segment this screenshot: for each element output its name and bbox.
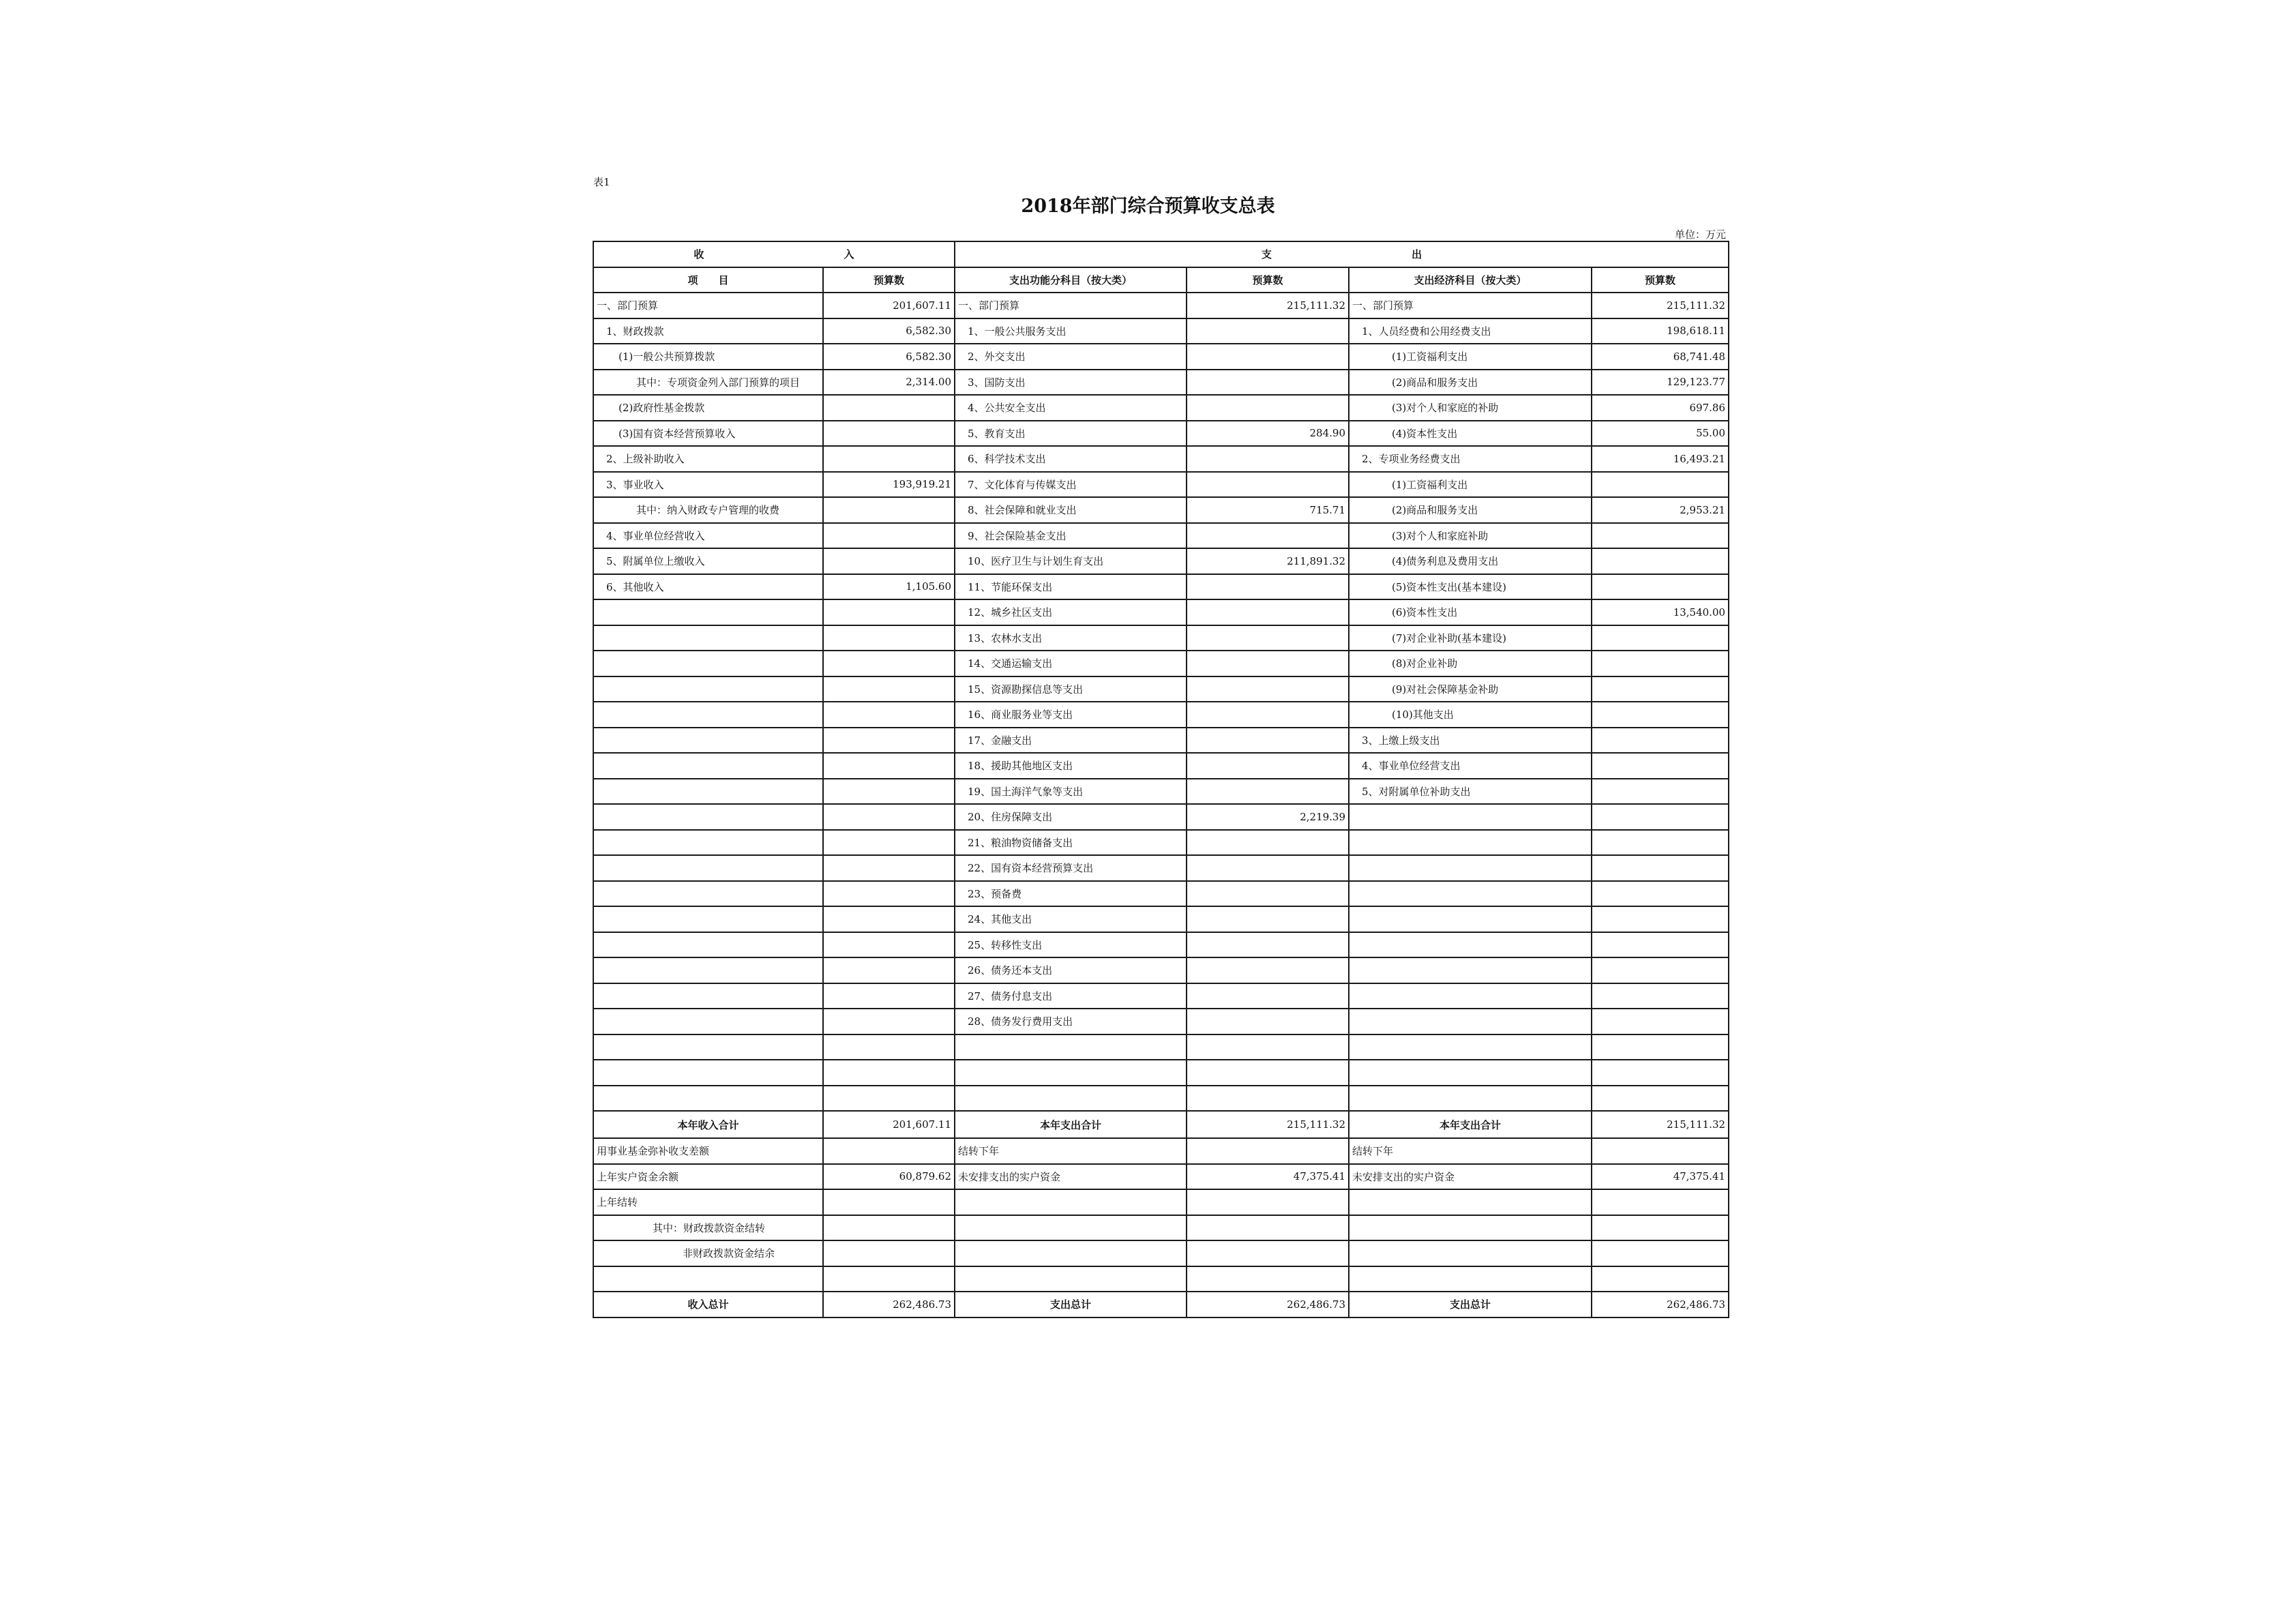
func-item-cell: 27、债务付息支出 (955, 983, 1187, 1009)
func-amount-cell (1187, 1060, 1349, 1086)
econ-item-cell: (9)对社会保障基金补助 (1349, 676, 1592, 702)
func-amount-cell (1187, 983, 1349, 1009)
econ-item-cell (1349, 932, 1592, 958)
income-amount-cell (823, 1060, 955, 1086)
func-amount-cell (1187, 1240, 1349, 1266)
income-item-cell: 本年收入合计 (593, 1111, 823, 1138)
econ-amount-cell: 13,540.00 (1592, 599, 1729, 625)
income-item-cell (593, 1266, 823, 1292)
income-item-cell: 2、上级补助收入 (593, 446, 823, 472)
income-item-cell: 3、事业收入 (593, 472, 823, 498)
income-item-cell: 一、部门预算 (593, 293, 823, 318)
econ-item-cell: (2)商品和服务支出 (1349, 497, 1592, 523)
column-header-row (593, 267, 1729, 293)
econ-item-cell (1349, 855, 1592, 881)
func-item-cell: 24、其他支出 (955, 906, 1187, 932)
econ-amount-cell (1592, 1215, 1729, 1241)
income-amount-cell: 201,607.11 (823, 1111, 955, 1138)
func-amount-cell (1187, 1215, 1349, 1241)
table-row (593, 1034, 1729, 1060)
table-row (593, 625, 1729, 651)
func-item-cell: 18、援助其他地区支出 (955, 753, 1187, 779)
page-title: 2018年部门综合预算收支总表 (1021, 196, 1275, 217)
income-item-cell: 1、财政拨款 (593, 318, 823, 344)
func-amount-cell (1187, 651, 1349, 676)
income-item-cell: 6、其他收入 (593, 574, 823, 600)
econ-amount-cell: 697.86 (1592, 395, 1729, 421)
income-amount-cell (823, 676, 955, 702)
income-amount-cell (823, 906, 955, 932)
func-amount-cell (1187, 957, 1349, 983)
income-amount-cell (823, 779, 955, 805)
econ-item-cell: 本年支出合计 (1349, 1111, 1592, 1138)
table-row (593, 728, 1729, 754)
func-amount-cell (1187, 728, 1349, 754)
table-body (593, 293, 1729, 1317)
income-amount-cell (823, 702, 955, 728)
econ-item-cell (1349, 1266, 1592, 1292)
income-item-cell: 4、事业单位经营收入 (593, 523, 823, 549)
income-amount-cell (823, 1138, 955, 1164)
income-amount-cell (823, 421, 955, 447)
table-row (593, 906, 1729, 932)
expense-section-char-1: 支 (1261, 248, 1272, 261)
func-item-cell: 10、医疗卫生与计划生育支出 (955, 548, 1187, 574)
table-row (593, 804, 1729, 830)
econ-amount-cell (1592, 1189, 1729, 1215)
econ-item-cell: (5)资本性支出(基本建设) (1349, 574, 1592, 600)
income-item-cell (593, 1060, 823, 1086)
func-item-cell: 28、债务发行费用支出 (955, 1009, 1187, 1034)
table-row (593, 1060, 1729, 1086)
func-amount-cell (1187, 1189, 1349, 1215)
income-item-cell (593, 906, 823, 932)
income-item-cell (593, 728, 823, 754)
table-row (593, 523, 1729, 549)
econ-item-cell (1349, 1215, 1592, 1241)
func-amount-cell (1187, 318, 1349, 344)
table-row (593, 702, 1729, 728)
func-amount-cell: 215,111.32 (1187, 293, 1349, 318)
col-header-income-item: 项 目 (593, 267, 823, 293)
func-item-cell: 本年支出合计 (955, 1111, 1187, 1138)
income-amount-cell (823, 753, 955, 779)
econ-amount-cell (1592, 804, 1729, 830)
func-amount-cell (1187, 1034, 1349, 1060)
income-item-cell (593, 855, 823, 881)
income-amount-cell: 193,919.21 (823, 472, 955, 498)
func-amount-cell (1187, 676, 1349, 702)
func-amount-cell (1187, 472, 1349, 498)
econ-amount-cell (1592, 1009, 1729, 1034)
func-amount-cell (1187, 625, 1349, 651)
func-item-cell: 结转下年 (955, 1138, 1187, 1164)
econ-item-cell: 支出总计 (1349, 1292, 1592, 1317)
table-row (593, 1138, 1729, 1164)
income-amount-cell (823, 1189, 955, 1215)
income-item-cell (593, 957, 823, 983)
func-amount-cell: 211,891.32 (1187, 548, 1349, 574)
func-item-cell (955, 1240, 1187, 1266)
econ-item-cell (1349, 1189, 1592, 1215)
econ-item-cell: 一、部门预算 (1349, 293, 1592, 318)
func-item-cell: 25、转移性支出 (955, 932, 1187, 958)
econ-amount-cell: 2,953.21 (1592, 497, 1729, 523)
income-amount-cell (823, 932, 955, 958)
table-row (593, 983, 1729, 1009)
income-amount-cell (823, 881, 955, 907)
func-amount-cell: 47,375.41 (1187, 1164, 1349, 1190)
func-amount-cell (1187, 753, 1349, 779)
table-row (593, 395, 1729, 421)
econ-item-cell (1349, 804, 1592, 830)
econ-amount-cell (1592, 1060, 1729, 1086)
table-row (593, 932, 1729, 958)
income-item-cell (593, 625, 823, 651)
econ-amount-cell (1592, 830, 1729, 856)
func-item-cell: 12、城乡社区支出 (955, 599, 1187, 625)
func-amount-cell (1187, 906, 1349, 932)
income-item-cell (593, 830, 823, 856)
income-amount-cell (823, 1215, 955, 1241)
table-row (593, 855, 1729, 881)
econ-amount-cell: 215,111.32 (1592, 1111, 1729, 1138)
income-item-cell: 用事业基金弥补收支差额 (593, 1138, 823, 1164)
income-item-cell: 其中：纳入财政专户管理的收费 (593, 497, 823, 523)
func-item-cell (955, 1060, 1187, 1086)
econ-amount-cell: 262,486.73 (1592, 1292, 1729, 1317)
func-item-cell: 4、公共安全支出 (955, 395, 1187, 421)
func-amount-cell (1187, 395, 1349, 421)
income-amount-cell (823, 1034, 955, 1060)
func-item-cell: 9、社会保险基金支出 (955, 523, 1187, 549)
income-amount-cell (823, 855, 955, 881)
table-row (593, 1266, 1729, 1292)
table-row (593, 446, 1729, 472)
econ-item-cell (1349, 906, 1592, 932)
econ-amount-cell (1592, 523, 1729, 549)
table-row (593, 753, 1729, 779)
income-amount-cell (823, 523, 955, 549)
econ-amount-cell (1592, 574, 1729, 600)
econ-amount-cell (1592, 855, 1729, 881)
table-row (593, 548, 1729, 574)
econ-amount-cell (1592, 1266, 1729, 1292)
econ-amount-cell (1592, 753, 1729, 779)
income-item-cell: (3)国有资本经营预算收入 (593, 421, 823, 447)
econ-item-cell: (3)对个人和家庭的补助 (1349, 395, 1592, 421)
table-row (593, 1009, 1729, 1034)
func-amount-cell (1187, 881, 1349, 907)
econ-item-cell: 未安排支出的实户资金 (1349, 1164, 1592, 1190)
table-row (593, 1240, 1729, 1266)
income-amount-cell: 1,105.60 (823, 574, 955, 600)
table-row (593, 344, 1729, 370)
income-item-cell (593, 1034, 823, 1060)
income-amount-cell (823, 599, 955, 625)
income-item-cell (593, 779, 823, 805)
income-item-cell (593, 599, 823, 625)
table-row (593, 1111, 1729, 1138)
func-amount-cell (1187, 932, 1349, 958)
table-row (593, 1215, 1729, 1241)
econ-amount-cell (1592, 957, 1729, 983)
table-row (593, 676, 1729, 702)
econ-item-cell: 结转下年 (1349, 1138, 1592, 1164)
func-item-cell: 一、部门预算 (955, 293, 1187, 318)
expense-section-char-2: 出 (1412, 248, 1422, 261)
econ-item-cell (1349, 881, 1592, 907)
econ-item-cell: (7)对企业补助(基本建设) (1349, 625, 1592, 651)
table-row (593, 1086, 1729, 1112)
func-item-cell: 26、债务还本支出 (955, 957, 1187, 983)
func-item-cell (955, 1266, 1187, 1292)
func-amount-cell (1187, 370, 1349, 396)
func-amount-cell (1187, 1138, 1349, 1164)
econ-item-cell: 3、上缴上级支出 (1349, 728, 1592, 754)
econ-item-cell: (10)其他支出 (1349, 702, 1592, 728)
econ-amount-cell (1592, 676, 1729, 702)
func-item-cell: 6、科学技术支出 (955, 446, 1187, 472)
econ-amount-cell: 198,618.11 (1592, 318, 1729, 344)
econ-amount-cell (1592, 881, 1729, 907)
table-row (593, 472, 1729, 498)
func-item-cell (955, 1215, 1187, 1241)
func-item-cell: 15、资源勘探信息等支出 (955, 676, 1187, 702)
income-amount-cell (823, 548, 955, 574)
func-item-cell: 19、国土海洋气象等支出 (955, 779, 1187, 805)
col-header-func-amount: 预算数 (1187, 267, 1349, 293)
income-amount-cell (823, 830, 955, 856)
econ-item-cell (1349, 957, 1592, 983)
income-item-cell (593, 881, 823, 907)
income-item-cell: 收入总计 (593, 1292, 823, 1317)
econ-item-cell: (4)资本性支出 (1349, 421, 1592, 447)
econ-item-cell (1349, 1060, 1592, 1086)
func-item-cell: 20、住房保障支出 (955, 804, 1187, 830)
income-item-cell (593, 676, 823, 702)
table-row (593, 1164, 1729, 1190)
expense-section-header (955, 241, 1729, 267)
col-header-econ-item: 支出经济科目（按大类） (1349, 267, 1592, 293)
income-item-cell: (1)一般公共预算拨款 (593, 344, 823, 370)
income-amount-cell: 60,879.62 (823, 1164, 955, 1190)
func-item-cell (955, 1086, 1187, 1112)
budget-table (593, 241, 1729, 1318)
econ-amount-cell: 47,375.41 (1592, 1164, 1729, 1190)
income-section-char-1: 收 (694, 248, 704, 261)
econ-amount-cell (1592, 983, 1729, 1009)
econ-item-cell: 1、人员经费和公用经费支出 (1349, 318, 1592, 344)
econ-amount-cell: 55.00 (1592, 421, 1729, 447)
income-item-cell: 5、附属单位上缴收入 (593, 548, 823, 574)
table-row (593, 370, 1729, 396)
econ-item-cell: 5、对附属单位补助支出 (1349, 779, 1592, 805)
func-amount-cell: 262,486.73 (1187, 1292, 1349, 1317)
income-item-cell (593, 804, 823, 830)
func-item-cell: 13、农林水支出 (955, 625, 1187, 651)
col-header-income-amount: 预算数 (823, 267, 955, 293)
table-row (593, 293, 1729, 318)
table-row (593, 779, 1729, 805)
income-amount-cell: 201,607.11 (823, 293, 955, 318)
econ-amount-cell (1592, 651, 1729, 676)
econ-item-cell: (6)资本性支出 (1349, 599, 1592, 625)
income-item-cell: 其中：专项资金列入部门预算的项目 (593, 370, 823, 396)
econ-amount-cell (1592, 1138, 1729, 1164)
func-amount-cell: 2,219.39 (1187, 804, 1349, 830)
func-item-cell: 8、社会保障和就业支出 (955, 497, 1187, 523)
func-amount-cell (1187, 446, 1349, 472)
func-item-cell (955, 1034, 1187, 1060)
func-item-cell: 17、金融支出 (955, 728, 1187, 754)
func-item-cell: 21、粮油物资储备支出 (955, 830, 1187, 856)
econ-item-cell: (4)债务利息及费用支出 (1349, 548, 1592, 574)
func-amount-cell (1187, 599, 1349, 625)
income-section-header (593, 241, 955, 267)
income-item-cell (593, 702, 823, 728)
econ-amount-cell (1592, 1240, 1729, 1266)
econ-amount-cell (1592, 906, 1729, 932)
sheet-label: 表1 (593, 176, 610, 188)
func-amount-cell (1187, 1086, 1349, 1112)
func-item-cell: 14、交通运输支出 (955, 651, 1187, 676)
income-item-cell (593, 1086, 823, 1112)
econ-amount-cell (1592, 702, 1729, 728)
income-amount-cell (823, 728, 955, 754)
table-row (593, 830, 1729, 856)
func-amount-cell (1187, 855, 1349, 881)
econ-item-cell (1349, 1034, 1592, 1060)
income-item-cell: 上年实户资金余额 (593, 1164, 823, 1190)
econ-amount-cell (1592, 728, 1729, 754)
func-item-cell: 2、外交支出 (955, 344, 1187, 370)
income-amount-cell (823, 651, 955, 676)
table-row (593, 497, 1729, 523)
func-amount-cell (1187, 523, 1349, 549)
col-header-econ-amount: 预算数 (1592, 267, 1729, 293)
econ-item-cell: (1)工资福利支出 (1349, 344, 1592, 370)
income-amount-cell (823, 983, 955, 1009)
econ-amount-cell (1592, 779, 1729, 805)
income-amount-cell (823, 1086, 955, 1112)
income-section-char-2: 入 (844, 248, 854, 261)
func-amount-cell: 284.90 (1187, 421, 1349, 447)
income-amount-cell: 6,582.30 (823, 344, 955, 370)
func-amount-cell: 215,111.32 (1187, 1111, 1349, 1138)
income-amount-cell (823, 395, 955, 421)
econ-amount-cell (1592, 932, 1729, 958)
econ-item-cell (1349, 830, 1592, 856)
func-item-cell: 1、一般公共服务支出 (955, 318, 1187, 344)
table-row (593, 1189, 1729, 1215)
income-item-cell: 上年结转 (593, 1189, 823, 1215)
col-header-func-item: 支出功能分科目（按大类） (955, 267, 1187, 293)
econ-item-cell (1349, 1240, 1592, 1266)
table-row (593, 957, 1729, 983)
func-amount-cell: 715.71 (1187, 497, 1349, 523)
econ-amount-cell: 129,123.77 (1592, 370, 1729, 396)
table-row (593, 574, 1729, 600)
table-row (593, 881, 1729, 907)
income-amount-cell (823, 804, 955, 830)
econ-amount-cell (1592, 625, 1729, 651)
econ-amount-cell: 215,111.32 (1592, 293, 1729, 318)
econ-amount-cell (1592, 1034, 1729, 1060)
table-row (593, 651, 1729, 676)
func-item-cell: 11、节能环保支出 (955, 574, 1187, 600)
income-amount-cell: 2,314.00 (823, 370, 955, 396)
income-item-cell (593, 983, 823, 1009)
econ-amount-cell (1592, 472, 1729, 498)
income-item-cell (593, 1009, 823, 1034)
income-amount-cell: 6,582.30 (823, 318, 955, 344)
income-amount-cell (823, 957, 955, 983)
func-item-cell: 22、国有资本经营预算支出 (955, 855, 1187, 881)
income-item-cell (593, 651, 823, 676)
func-item-cell: 未安排支出的实户资金 (955, 1164, 1187, 1190)
income-item-cell: 其中：财政拨款资金结转 (593, 1215, 823, 1241)
func-amount-cell (1187, 574, 1349, 600)
econ-item-cell: (1)工资福利支出 (1349, 472, 1592, 498)
table-row (593, 1292, 1729, 1317)
func-amount-cell (1187, 1266, 1349, 1292)
func-item-cell: 3、国防支出 (955, 370, 1187, 396)
econ-item-cell: 4、事业单位经营支出 (1349, 753, 1592, 779)
section-header-row (593, 241, 1729, 267)
econ-amount-cell: 16,493.21 (1592, 446, 1729, 472)
econ-item-cell (1349, 1086, 1592, 1112)
econ-item-cell: (3)对个人和家庭补助 (1349, 523, 1592, 549)
econ-item-cell: (8)对企业补助 (1349, 651, 1592, 676)
unit-label: 单位：万元 (1674, 228, 1726, 241)
econ-amount-cell: 68,741.48 (1592, 344, 1729, 370)
econ-item-cell: (2)商品和服务支出 (1349, 370, 1592, 396)
income-amount-cell: 262,486.73 (823, 1292, 955, 1317)
income-item-cell (593, 753, 823, 779)
table-row (593, 421, 1729, 447)
table-row (593, 318, 1729, 344)
income-amount-cell (823, 446, 955, 472)
func-item-cell: 16、商业服务业等支出 (955, 702, 1187, 728)
econ-item-cell: 2、专项业务经费支出 (1349, 446, 1592, 472)
func-amount-cell (1187, 779, 1349, 805)
func-item-cell: 7、文化体育与传媒支出 (955, 472, 1187, 498)
func-item-cell (955, 1189, 1187, 1215)
income-item-cell: 非财政拨款资金结余 (593, 1240, 823, 1266)
func-item-cell: 支出总计 (955, 1292, 1187, 1317)
econ-amount-cell (1592, 548, 1729, 574)
func-item-cell: 23、预备费 (955, 881, 1187, 907)
func-amount-cell (1187, 344, 1349, 370)
func-item-cell: 5、教育支出 (955, 421, 1187, 447)
income-amount-cell (823, 1240, 955, 1266)
econ-item-cell (1349, 1009, 1592, 1034)
income-item-cell: (2)政府性基金拨款 (593, 395, 823, 421)
econ-amount-cell (1592, 1086, 1729, 1112)
table-row (593, 599, 1729, 625)
income-amount-cell (823, 625, 955, 651)
income-amount-cell (823, 1009, 955, 1034)
func-amount-cell (1187, 1009, 1349, 1034)
income-item-cell (593, 932, 823, 958)
income-amount-cell (823, 497, 955, 523)
func-amount-cell (1187, 702, 1349, 728)
econ-item-cell (1349, 983, 1592, 1009)
income-amount-cell (823, 1266, 955, 1292)
func-amount-cell (1187, 830, 1349, 856)
